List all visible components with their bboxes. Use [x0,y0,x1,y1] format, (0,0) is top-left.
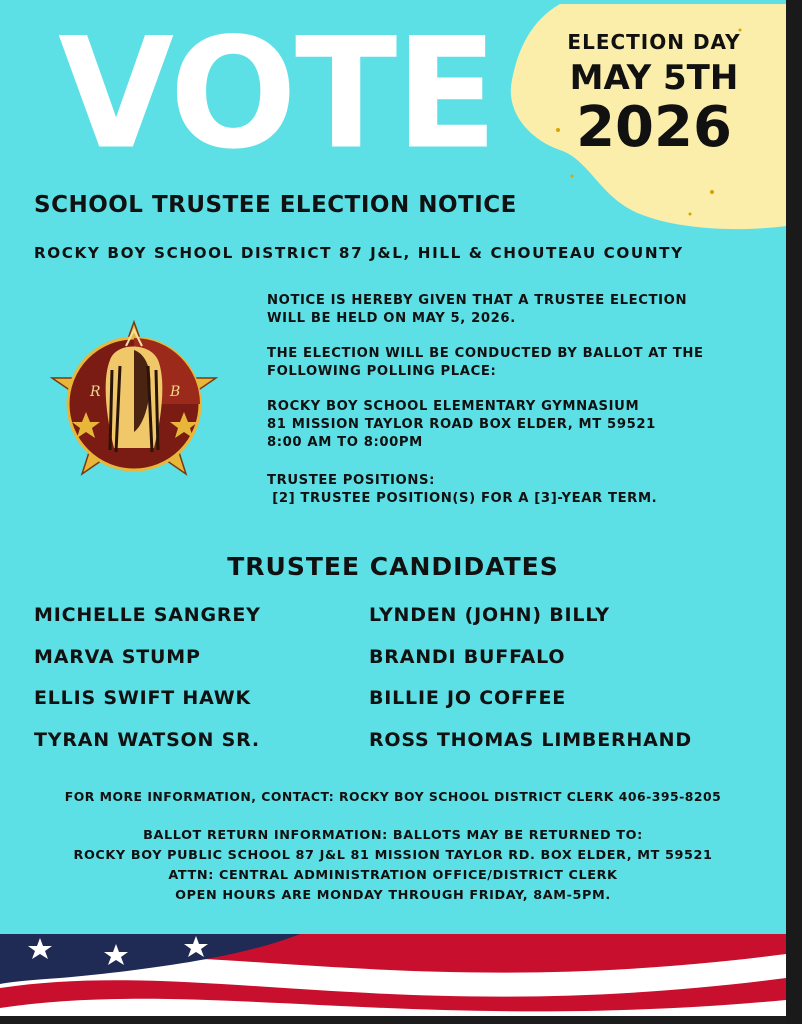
ballot-return-info [0,826,786,906]
election-day-label: ELECTION DAY [567,30,741,54]
candidate-name: TYRAN WATSON SR. [34,729,260,751]
district-line: ROCKY BOY SCHOOL DISTRICT 87 J&L, HILL & CHOUTEAU COUNTY [34,244,684,262]
logo-letter-r: R [90,384,101,400]
notice-line: THE ELECTION WILL BE CONDUCTED BY BALLOT AT THE [267,346,704,361]
ballot-line: ROCKY BOY PUBLIC SCHOOL 87 J&L 81 MISSION TAYLOR RD. BOX ELDER, MT 59521 [73,848,713,863]
logo-letter-b: B [170,384,181,400]
trustee-positions-detail: [2] TRUSTEE POSITION(S) FOR A [3]-YEAR TERM. [267,491,658,506]
notice-line: NOTICE IS HEREBY GIVEN THAT A TRUSTEE ELECTION [267,293,688,308]
candidate-name: BILLIE JO COFFEE [369,687,567,709]
candidate-name: ELLIS SWIFT HAWK [34,687,252,709]
polling-place-address: 81 MISSION TAYLOR ROAD BOX ELDER, MT 59521 [267,417,656,432]
vote-headline: VOTE [58,5,496,184]
polling-place-name: ROCKY BOY SCHOOL ELEMENTARY GYMNASIUM [267,399,640,414]
notice-line: WILL BE HELD ON MAY 5, 2026. [267,311,516,326]
candidates-title: TRUSTEE CANDIDATES [227,552,559,581]
contact-info: FOR MORE INFORMATION, CONTACT: ROCKY BOY SCHOOL DISTRICT CLERK 406-395-8205 [64,789,722,804]
right-edge-strip [786,0,802,1024]
notice-line: FOLLOWING POLLING PLACE: [267,364,497,379]
trustee-positions [267,472,767,508]
notice-paragraph-1 [267,292,767,328]
school-district-logo [50,320,218,480]
candidate-name: MICHELLE SANGREY [34,604,261,626]
candidate-name: MARVA STUMP [34,646,201,668]
candidate-name: LYNDEN (JOHN) BILLY [369,604,610,626]
election-day-date: MAY 5TH [569,58,739,98]
polling-place [267,398,767,452]
ballot-line: BALLOT RETURN INFORMATION: BALLOTS MAY BE RETURNED TO: [143,828,643,843]
ballot-line: ATTN: CENTRAL ADMINISTRATION OFFICE/DISTRICT CLERK [168,868,618,883]
notice-paragraph-2 [267,345,767,381]
election-day-year: 2026 [576,95,732,160]
ballot-line: OPEN HOURS ARE MONDAY THROUGH FRIDAY, 8AM-5PM. [175,888,611,903]
notice-title: SCHOOL TRUSTEE ELECTION NOTICE [34,192,517,218]
polling-hours: 8:00 AM TO 8:00PM [267,435,423,450]
american-flag-banner [0,934,786,1016]
candidate-name: ROSS THOMAS LIMBERHAND [369,729,692,751]
trustee-positions-label: TRUSTEE POSITIONS: [267,473,435,488]
candidate-name: BRANDI BUFFALO [369,646,566,668]
